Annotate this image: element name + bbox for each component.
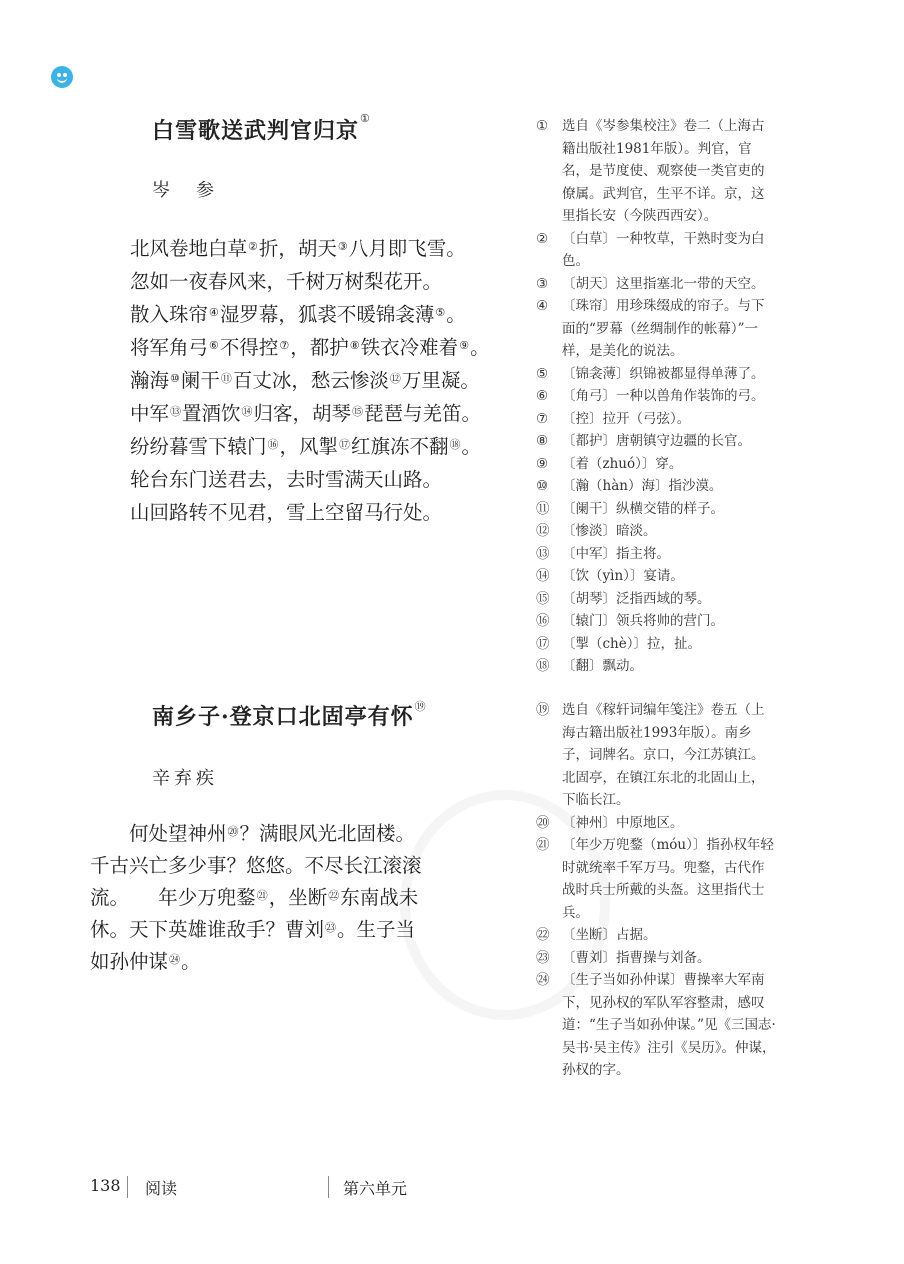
footnote-number: ③ <box>536 275 549 292</box>
line-text: 休。天下英雄谁敌手？曹刘 <box>90 918 325 941</box>
footnote-marker: ⑧ <box>349 339 360 352</box>
line-text: ，风掣 <box>279 435 339 458</box>
line-text: 红旗冻不翻 <box>351 435 449 458</box>
poem2-line <box>90 946 450 978</box>
poem1-notes <box>536 115 776 678</box>
poem1-line <box>130 331 490 364</box>
line-text: 湿罗幕，狐裘不暖锦衾薄 <box>219 303 435 326</box>
footnote-number: ⑳ <box>536 814 550 831</box>
footnote-marker: ⑯ <box>267 438 279 451</box>
poem1-line <box>130 397 490 430</box>
poem2-line <box>90 818 450 850</box>
poem2-line <box>90 882 450 914</box>
footnote-number: ⑱ <box>536 658 550 674</box>
footnote <box>536 924 776 947</box>
line-text: 万里凝。 <box>401 369 480 392</box>
footnote <box>536 699 776 812</box>
footnote-text: 〔控〕拉开（弓弦）。 <box>562 410 691 427</box>
footnote-marker: ⑱ <box>449 438 461 451</box>
footnote-text: 〔角弓〕一种以兽角作装饰的弓。 <box>562 388 765 404</box>
line-text: 纷纷暮雪下辕门 <box>130 435 267 458</box>
line-text: 琵琶与羌笛。 <box>364 402 482 425</box>
footnote-number: ④ <box>536 298 549 314</box>
poem2-notes <box>536 699 776 1082</box>
footnote-text: 〔神州〕中原地区。 <box>562 814 684 831</box>
footnote <box>536 228 776 273</box>
footnote-number: ㉓ <box>536 949 550 966</box>
line-text: 如孙仲谋 <box>90 950 169 973</box>
line-text: 北风卷地白草 <box>130 237 248 260</box>
footnote-text: 选自《岑参集校注》卷二（上海古籍出版社1981年版）。判官，官名，是节度使、观察使一类官吏的僚属。武判官，生平不详。京，这里指长安（今陕西西安）。 <box>562 118 765 224</box>
footnote-marker: ⑪ <box>220 372 232 385</box>
poem1-line <box>130 232 490 265</box>
footnote <box>536 385 776 408</box>
footnote-marker: ㉑ <box>256 889 268 902</box>
footnote-text: 〔曹刘〕指曹操与刘备。 <box>562 949 711 966</box>
footnote-text: 〔惨淡〕暗淡。 <box>562 523 657 539</box>
footnote <box>536 812 776 835</box>
footnote-text: 〔辕门〕领兵将帅的营门。 <box>562 613 724 629</box>
footnote-number: ⑪ <box>536 500 550 517</box>
line-text: 铁衣冷难着 <box>360 336 459 359</box>
line-text: 百丈冰，愁云惨淡 <box>232 369 389 392</box>
footnote-text: 〔坐断〕占据。 <box>562 927 657 943</box>
footnote-number: ⑧ <box>536 433 549 449</box>
footnote <box>536 565 776 588</box>
line-text: 山回路转不见君，雪上空留马行处。 <box>130 501 443 524</box>
footnote <box>536 543 776 566</box>
footnote-text: 〔生子当如孙仲谋〕曹操率大军南下，见孙权的军队军容整肃，感叹道：“生子当如孙仲谋。”见《三国志·吴书·吴主传》注引《吴历》。仲谋，孙权的字。 <box>562 972 776 1078</box>
footnote <box>536 475 776 498</box>
footnote-text: 〔中军〕指主将。 <box>562 545 670 562</box>
footnote-number: ⑭ <box>536 568 550 584</box>
footnote-marker: ⑫ <box>389 372 401 385</box>
footnote-text: 选自《稼轩词编年笺注》卷五（上海古籍出版社1993年版）。南乡子，词牌名。京口，今江苏镇江。北固亭，在镇江东北的北固山上，下临长江。 <box>562 702 765 808</box>
footnote-marker: ⑳ <box>227 825 239 838</box>
footnote-text: 〔阑干〕纵横交错的样子。 <box>562 500 724 517</box>
footnote-text: 〔胡天〕这里指塞北一带的天空。 <box>562 275 765 292</box>
footnote-number: ㉔ <box>536 972 550 988</box>
footnote-number: ⑯ <box>536 613 550 629</box>
line-text: 瀚海 <box>130 369 170 392</box>
poem1-author: 岑 参 <box>152 180 218 201</box>
footnote-marker: ② <box>248 240 258 253</box>
line-text: 轮台东门送君去，去时雪满天山路。 <box>130 468 443 491</box>
footnote-number: ⑫ <box>536 523 550 539</box>
footnote <box>536 430 776 453</box>
line-text: 。 <box>461 435 482 458</box>
footnote <box>536 453 776 476</box>
footnote-number: ㉒ <box>536 927 550 943</box>
footnote-marker: ⑰ <box>339 438 351 451</box>
footnote <box>536 969 776 1082</box>
footnote <box>536 655 776 678</box>
line-text: 何处望神州 <box>90 822 227 845</box>
line-text: 散入珠帘 <box>130 303 209 326</box>
line-text: 归客，胡琴 <box>253 402 352 425</box>
footnote-number: ⑬ <box>536 545 550 562</box>
footnote-number: ㉑ <box>536 837 550 853</box>
footnote <box>536 295 776 363</box>
line-text: 置酒饮 <box>182 402 241 425</box>
footnote-marker: ③ <box>337 240 348 253</box>
footnote <box>536 115 776 228</box>
footer-unit: 第六单元 <box>343 1179 408 1198</box>
poem1-line <box>130 298 490 331</box>
line-text: 。 <box>446 303 466 326</box>
footnote-number: ① <box>536 118 549 134</box>
footnote-marker: ⑦ <box>279 339 290 352</box>
line-text: 阑干 <box>180 369 220 392</box>
footnote-text: 〔锦衾薄〕织锦被都显得单薄了。 <box>562 365 765 382</box>
footnote <box>536 633 776 656</box>
footnote-number: ⑮ <box>536 590 550 607</box>
footnote-marker: ⑮ <box>352 405 364 418</box>
poem2-body <box>90 818 450 978</box>
footer-divider <box>127 1176 128 1198</box>
footnote-marker: ⑥ <box>209 339 219 352</box>
footnote-marker: ⑭ <box>241 405 253 418</box>
poem1-body <box>130 232 490 529</box>
footnote-marker: ⑩ <box>170 372 180 385</box>
footnote <box>536 834 776 924</box>
line-text: ？满眼风光北固楼。 <box>239 822 416 845</box>
footnote-number: ⑤ <box>536 365 549 382</box>
footnote <box>536 520 776 543</box>
poem2-author: 辛弃疾 <box>152 768 218 789</box>
poem1-title: 白雪歌送武判官归京① <box>152 112 371 144</box>
line-text: 东南战未 <box>340 886 419 909</box>
poem1-line <box>130 496 490 529</box>
footnote <box>536 947 776 970</box>
line-text: 折，胡天 <box>258 237 337 260</box>
footnote <box>536 588 776 611</box>
footnote-text: 〔瀚（hàn）海〕指沙漠。 <box>562 478 723 494</box>
footnote-text: 〔珠帘〕用珍珠缀成的帘子。与下面的“罗幕（丝绸制作的帐幕）”一样，是美化的说法。 <box>562 298 765 359</box>
poem1-line <box>130 463 490 496</box>
smiley-logo-icon <box>51 66 73 88</box>
footnote-number: ⑥ <box>536 388 549 404</box>
line-text: 忽如一夜春风来，千树万树梨花开。 <box>130 270 443 293</box>
footer-section: 阅读 <box>145 1179 178 1198</box>
footnote <box>536 408 776 431</box>
line-text: 。 <box>181 950 201 973</box>
footnote-number: ⑰ <box>536 635 550 652</box>
footnote <box>536 273 776 296</box>
footnote <box>536 610 776 633</box>
footnote <box>536 498 776 521</box>
line-text: 。 <box>470 336 490 359</box>
footnote-text: 〔年少万兜鍪（móu）〕指孙权年轻时就统率千军万马。兜鍪，古代作战时兵士所戴的头盔。这里指代士兵。 <box>562 837 774 921</box>
footnote-number: ② <box>536 230 549 247</box>
footnote-number: ⑲ <box>536 702 550 718</box>
poem2-line <box>90 850 450 882</box>
footnote-marker: ㉓ <box>325 921 337 934</box>
footnote-number: ⑨ <box>536 455 549 472</box>
footnote-text: 〔掣（chè）〕拉，扯。 <box>562 635 701 652</box>
footnote-text: 〔都护〕唐朝镇守边疆的长官。 <box>562 433 751 449</box>
line-text: 不得控 <box>219 336 279 359</box>
poem2-title: 南乡子·登京口北固亭有怀⑲ <box>152 700 427 730</box>
footnote-text: 〔饮（yìn）〕宴请。 <box>562 568 684 584</box>
line-text: 流。 年少万兜鍪 <box>90 886 256 909</box>
footnote-text: 〔胡琴〕泛指西域的琴。 <box>562 590 711 607</box>
line-text: 千古兴亡多少事？悠悠。不尽长江滚滚 <box>90 854 422 877</box>
footnote-text: 〔白草〕一种牧草，干熟时变为白色。 <box>562 230 765 269</box>
footer-divider <box>328 1176 329 1198</box>
poem2-line <box>90 914 450 946</box>
footnote-marker: ㉔ <box>169 953 181 966</box>
footnote-marker: ⑬ <box>170 405 182 418</box>
line-text: 中军 <box>130 402 170 425</box>
footnote-text: 〔着（zhuó）〕穿。 <box>562 455 683 472</box>
footnote-marker: ④ <box>209 306 219 319</box>
footnote-marker: ⑨ <box>459 339 470 352</box>
line-text: 将军角弓 <box>130 336 209 359</box>
page-number: 138 <box>90 1176 121 1195</box>
footnote-marker: ㉒ <box>328 889 340 902</box>
footnote <box>536 363 776 386</box>
poem1-line <box>130 265 490 298</box>
footnote-number: ⑦ <box>536 410 549 427</box>
poem1-line <box>130 364 490 397</box>
footnote-marker: ⑤ <box>435 306 446 319</box>
line-text: 。生子当 <box>337 918 416 941</box>
line-text: 八月即飞雪。 <box>348 237 466 260</box>
line-text: ，坐断 <box>268 886 328 909</box>
line-text: ，都护 <box>290 336 349 359</box>
poem1-line <box>130 430 490 463</box>
footnote-number: ⑩ <box>536 478 549 494</box>
footnote-text: 〔翻〕飘动。 <box>562 658 643 674</box>
